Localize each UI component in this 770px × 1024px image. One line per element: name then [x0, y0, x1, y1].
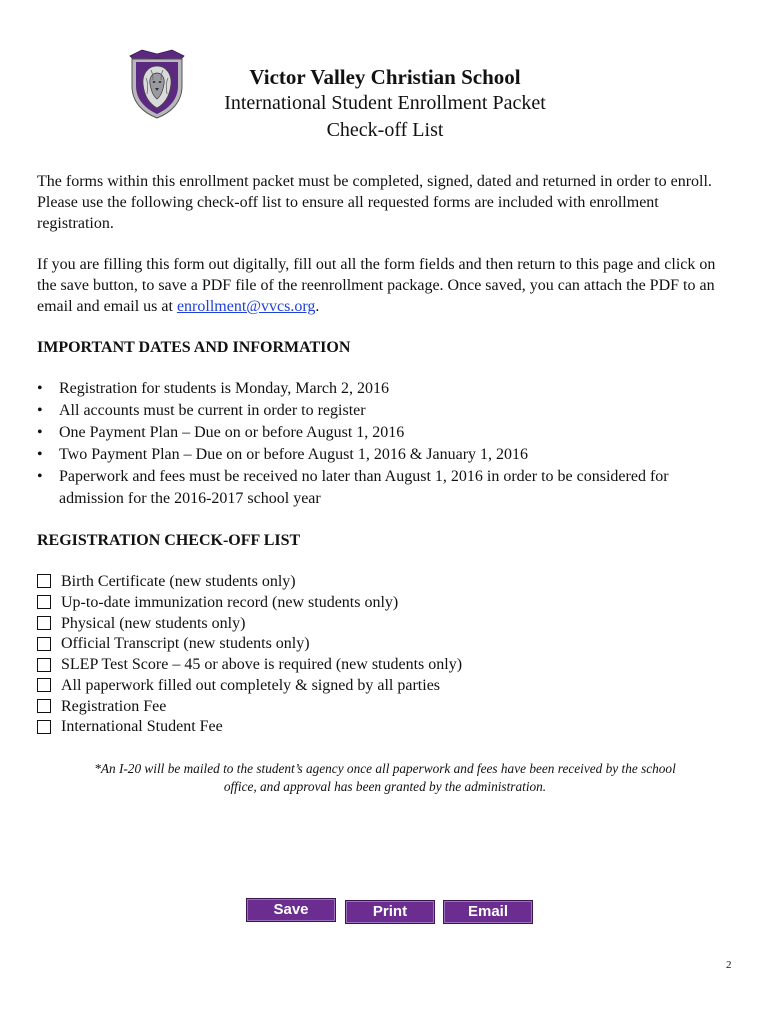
checkbox-birth-certificate[interactable]: [37, 574, 51, 588]
checklist-item: [37, 633, 737, 654]
checklist-item-label: International Student Fee: [61, 718, 223, 736]
checklist-item-label: Physical (new students only): [61, 614, 246, 632]
list-item: [37, 444, 737, 466]
important-dates-list: [37, 378, 737, 510]
checklist-item: [37, 696, 737, 717]
checklist-item: [37, 571, 737, 592]
important-item-text: All accounts must be current in order to register: [59, 402, 366, 419]
packet-title: International Student Enrollment Packet: [224, 92, 546, 114]
checklist-item: [37, 717, 737, 738]
checklist-item: [37, 613, 737, 634]
checklist-item-label: Up-to-date immunization record (new students only): [61, 593, 399, 611]
bullet-icon: •: [37, 402, 43, 419]
checkoff-list-heading: REGISTRATION CHECK-OFF LIST: [37, 532, 301, 549]
document-header: [150, 64, 620, 144]
checkbox-international-student-fee[interactable]: [37, 720, 51, 734]
important-dates-heading: IMPORTANT DATES AND INFORMATION: [37, 339, 351, 356]
important-item-text: One Payment Plan – Due on or before August 1, 2016: [59, 424, 405, 441]
i20-note-line-1: *An I-20 will be mailed to the student’s agency once all paperwork and fees have been received by the school: [94, 761, 676, 776]
page-number: 2: [726, 959, 732, 971]
checkbox-official-transcript[interactable]: [37, 637, 51, 651]
list-item: [37, 466, 737, 510]
checklist-item-label: Birth Certificate (new students only): [61, 572, 296, 590]
i20-note-line-2: office, and approval has been granted by the administration.: [223, 779, 547, 794]
checklist-item-label: Registration Fee: [61, 697, 167, 715]
checklist-item-label: All paperwork filled out completely & signed by all parties: [61, 676, 441, 694]
important-item-text: Registration for students is Monday, March 2, 2016: [59, 380, 390, 397]
intro-paragraph-2-text: If you are filling this form out digitally, fill out all the form fields and then return to this page and click on the save button, to save a PDF file of the reenrollment package. Once saved, you can attach the PDF to an email and email us at: [37, 256, 716, 315]
bullet-icon: •: [37, 424, 43, 441]
registration-checkoff-list: [37, 571, 737, 737]
list-item: [37, 378, 737, 400]
checkbox-physical[interactable]: [37, 616, 51, 630]
intro-paragraph-2-end: .: [315, 298, 320, 315]
checklist-item: [37, 592, 737, 613]
checkbox-paperwork-complete[interactable]: [37, 678, 51, 692]
school-name: Victor Valley Christian School: [249, 65, 521, 89]
checkbox-immunization-record[interactable]: [37, 595, 51, 609]
list-item: [37, 400, 737, 422]
bullet-icon: •: [37, 380, 43, 397]
checklist-item-label: Official Transcript (new students only): [61, 635, 310, 653]
intro-paragraph-2: [37, 254, 737, 317]
save-button[interactable]: Save: [246, 898, 336, 922]
bullet-icon: •: [37, 446, 43, 463]
checklist-item-label: SLEP Test Score – 45 or above is required (new students only): [61, 656, 463, 674]
print-button[interactable]: Print: [345, 900, 435, 924]
checkbox-slep-test-score[interactable]: [37, 658, 51, 672]
enrollment-email-link[interactable]: enrollment@vvcs.org: [176, 298, 316, 315]
i20-note: [40, 760, 730, 796]
list-title: Check-off List: [326, 119, 444, 141]
checkbox-registration-fee[interactable]: [37, 699, 51, 713]
checklist-item: [37, 675, 737, 696]
action-buttons: [246, 898, 536, 924]
email-button[interactable]: Email: [443, 900, 533, 924]
important-item-text: Paperwork and fees must be received no later than August 1, 2016 in order to be considered for admission for the 2016-2017 school year: [59, 468, 669, 507]
bullet-icon: •: [37, 468, 43, 485]
checklist-item: [37, 654, 737, 675]
intro-paragraph-1: The forms within this enrollment packet must be completed, signed, dated and returned in order to enroll. Please use the following check-off list to ensure all requested forms are included with enrollment registration.: [37, 173, 712, 232]
list-item: [37, 422, 737, 444]
important-item-text: Two Payment Plan – Due on or before August 1, 2016 & January 1, 2016: [59, 446, 529, 463]
